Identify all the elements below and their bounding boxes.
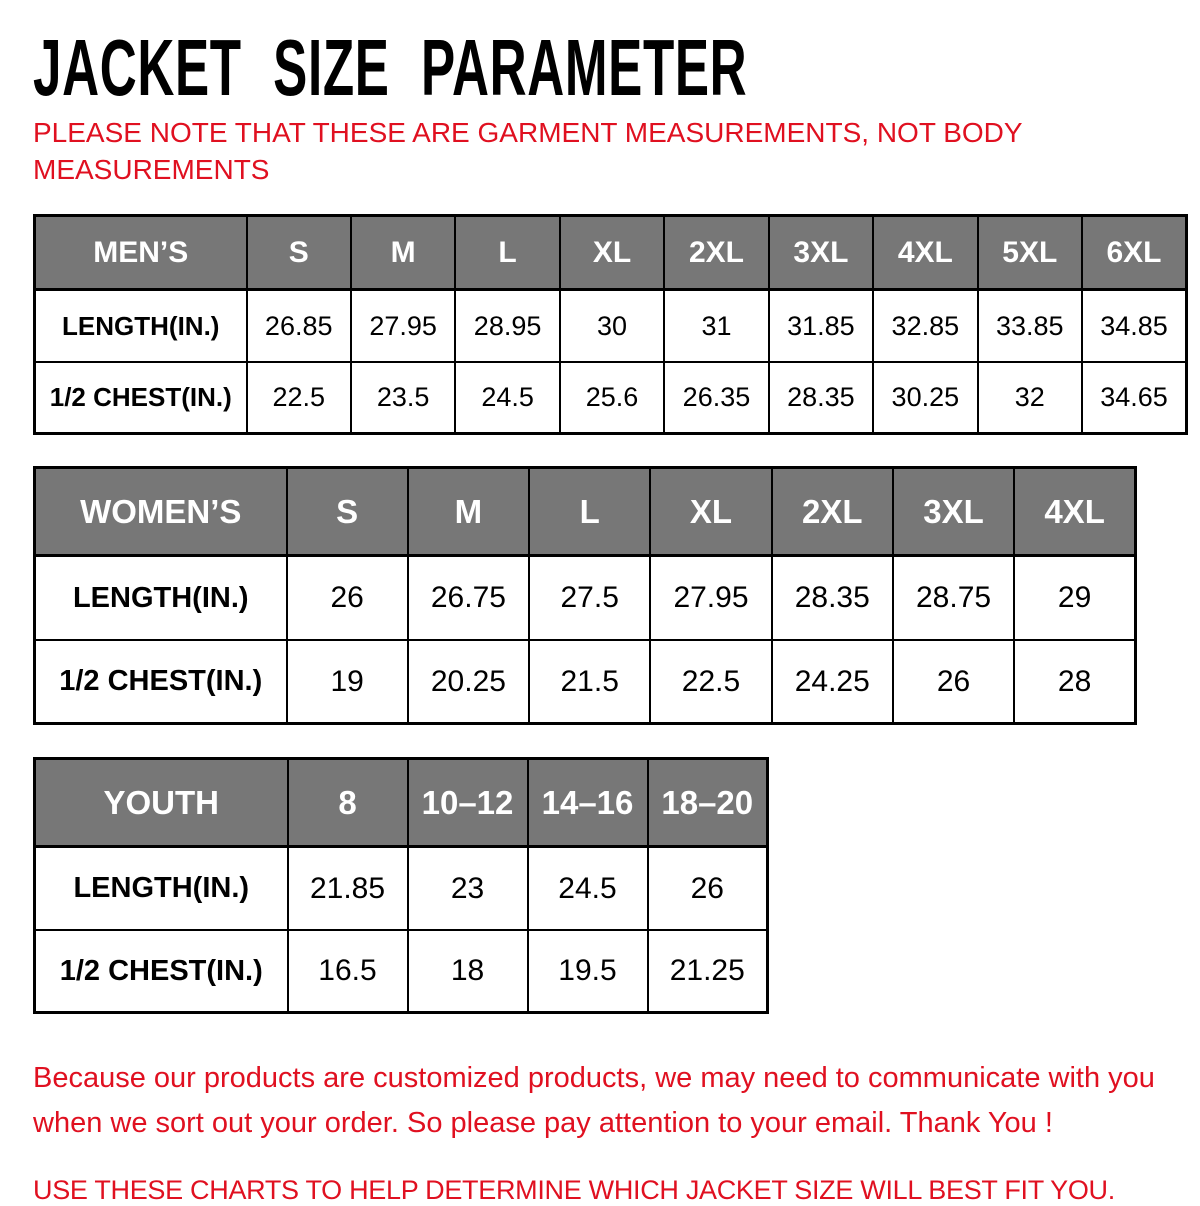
value-cell: 26.75 (408, 556, 529, 640)
size-header-cell: 2XL (772, 468, 893, 556)
value-cell: 28.95 (455, 290, 559, 362)
size-header-cell: S (247, 216, 351, 290)
table-row (35, 556, 1136, 640)
size-header-cell: S (287, 468, 408, 556)
size-header-cell: 4XL (1014, 468, 1135, 556)
size-table-mens (33, 214, 1188, 435)
value-cell: 28.35 (769, 362, 873, 434)
garment-measurement-note (33, 114, 1190, 188)
value-cell: 16.5 (288, 930, 408, 1013)
value-cell: 24.5 (528, 847, 648, 930)
value-cell: 23.5 (351, 362, 455, 434)
value-cell: 19 (287, 640, 408, 724)
table-header-row (35, 759, 768, 847)
group-name-cell: YOUTH (35, 759, 288, 847)
table-row (35, 362, 1187, 434)
row-label-cell: 1/2 CHEST(IN.) (35, 640, 287, 724)
size-header-cell: 18–20 (648, 759, 768, 847)
size-table-youth (33, 757, 769, 1014)
table-row (35, 930, 768, 1013)
size-table-womens (33, 466, 1137, 725)
size-header-cell: 10–12 (408, 759, 528, 847)
row-label-cell: 1/2 CHEST(IN.) (35, 362, 247, 434)
table-header-row (35, 468, 1136, 556)
table-row (35, 290, 1187, 362)
value-cell: 32.85 (873, 290, 977, 362)
value-cell: 30 (560, 290, 664, 362)
value-cell: 28 (1014, 640, 1135, 724)
size-header-cell: M (351, 216, 455, 290)
size-header-cell: L (455, 216, 559, 290)
size-header-cell: 4XL (873, 216, 977, 290)
value-cell: 19.5 (528, 930, 648, 1013)
chart-usage-hint: USE THESE CHARTS TO HELP DETERMINE WHICH JACKET SIZE WILL BEST FIT YOU. (33, 1174, 1115, 1205)
row-label-cell: 1/2 CHEST(IN.) (35, 930, 288, 1013)
size-header-cell: 14–16 (528, 759, 648, 847)
value-cell: 32 (978, 362, 1082, 434)
size-header-cell: 8 (288, 759, 408, 847)
table-row (35, 640, 1136, 724)
size-header-cell: 3XL (769, 216, 873, 290)
value-cell: 27.95 (351, 290, 455, 362)
row-label-cell: LENGTH(IN.) (35, 556, 287, 640)
footer (33, 1056, 1190, 1205)
value-cell: 24.25 (772, 640, 893, 724)
value-cell: 28.75 (893, 556, 1014, 640)
value-cell: 18 (408, 930, 528, 1013)
value-cell: 21.5 (529, 640, 650, 724)
value-cell: 29 (1014, 556, 1135, 640)
value-cell: 24.5 (455, 362, 559, 434)
row-label-cell: LENGTH(IN.) (35, 290, 247, 362)
value-cell: 26 (287, 556, 408, 640)
value-cell: 26.35 (664, 362, 768, 434)
page-title: JACKET SIZE PARAMETER (33, 23, 748, 112)
value-cell: 25.6 (560, 362, 664, 434)
note-line-2: MEASUREMENTS (33, 154, 270, 186)
value-cell: 26 (893, 640, 1014, 724)
customization-notice-line-2: when we sort out your order. So please pay attention to your email. Thank You ! (33, 1106, 1053, 1139)
size-tables-container (33, 214, 1190, 1014)
size-header-cell: 3XL (893, 468, 1014, 556)
size-header-cell: 5XL (978, 216, 1082, 290)
value-cell: 22.5 (650, 640, 771, 724)
customization-notice-line-1: Because our products are customized products, we may need to communicate with you (33, 1062, 1155, 1095)
value-cell: 30.25 (873, 362, 977, 434)
value-cell: 21.25 (648, 930, 768, 1013)
size-header-cell: M (408, 468, 529, 556)
row-label-cell: LENGTH(IN.) (35, 847, 288, 930)
size-header-cell: L (529, 468, 650, 556)
value-cell: 20.25 (408, 640, 529, 724)
value-cell: 26 (648, 847, 768, 930)
value-cell: 22.5 (247, 362, 351, 434)
value-cell: 31 (664, 290, 768, 362)
value-cell: 34.65 (1082, 362, 1187, 434)
value-cell: 34.85 (1082, 290, 1187, 362)
size-header-cell: 6XL (1082, 216, 1187, 290)
value-cell: 27.95 (650, 556, 771, 640)
value-cell: 23 (408, 847, 528, 930)
value-cell: 26.85 (247, 290, 351, 362)
value-cell: 28.35 (772, 556, 893, 640)
size-header-cell: XL (650, 468, 771, 556)
value-cell: 21.85 (288, 847, 408, 930)
group-name-cell: WOMEN’S (35, 468, 287, 556)
size-header-cell: 2XL (664, 216, 768, 290)
size-header-cell: XL (560, 216, 664, 290)
table-row (35, 847, 768, 930)
table-header-row (35, 216, 1187, 290)
customization-notice (33, 1056, 1190, 1144)
group-name-cell: MEN’S (35, 216, 247, 290)
value-cell: 27.5 (529, 556, 650, 640)
note-line-1: PLEASE NOTE THAT THESE ARE GARMENT MEASUREMENTS, NOT BODY (33, 117, 1023, 148)
value-cell: 33.85 (978, 290, 1082, 362)
value-cell: 31.85 (769, 290, 873, 362)
